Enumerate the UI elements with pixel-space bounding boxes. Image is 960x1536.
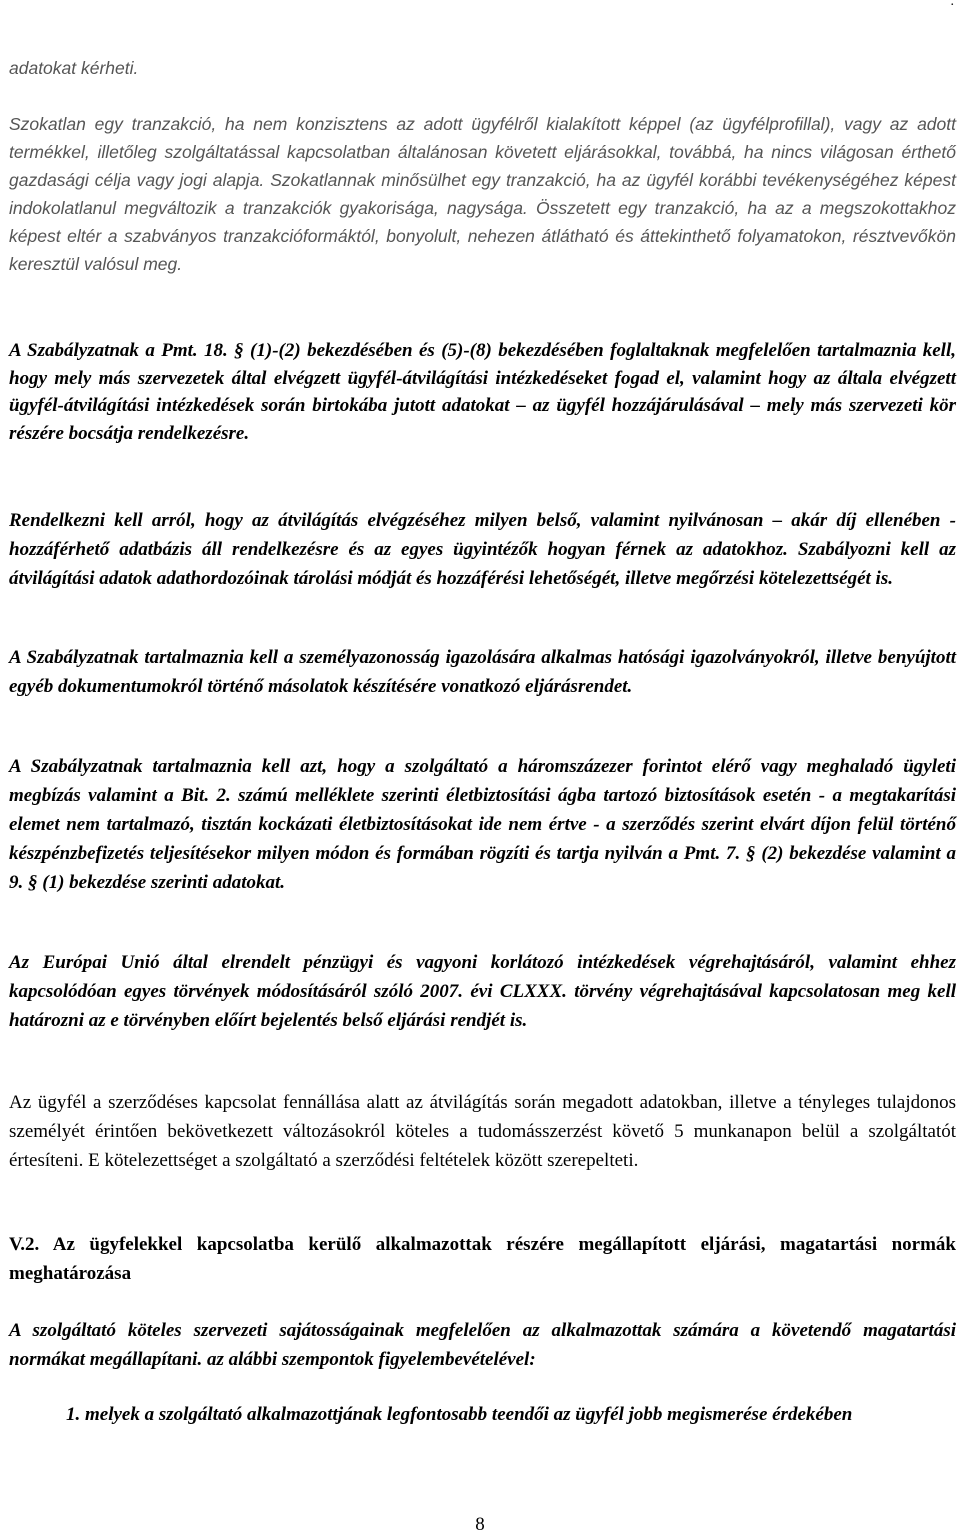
paragraph-eu-sanctions: Az Európai Unió által elrendelt pénzügyi és vagyoni korlátozó intézkedések végrehajtásáról, valamint ehhez kapcsolódóan egyes törvények módosításáról szóló 2007. évi CLXXX. törvény végrehajtásával kapcsolatosan meg kell határozni az e törvényben előírt bejelentés belső eljárási rendjét is. bbox=[9, 952, 956, 1031]
paragraph-client-notification: Az ügyfél a szerződéses kapcsolat fennállása alatt az átvilágítás során megadott adatokban, illetve a tényleges tulajdonos személyét érintően bekövetkezett változásokról köteles a tudomásszerzést követő 5 munkanapon belül a szolgáltatót értesíteni. E kötelezettséget a szolgáltató a szerződési feltételek között szerepelteti. bbox=[9, 1092, 956, 1171]
paragraph-unusual-transaction: Szokatlan egy tranzakció, ha nem konzisztens az adott ügyfélről kialakított képpel (az ügyfélprofillal), vagy az adott termékkel, illetőleg szolgáltatással kapcsolatban általánosan követett eljárásokkal, továbbá, ha nincs világosan érthető gazdasági célja vagy jogi alapja. Szokatlannak minősülhet egy tranzakció, ha az ügyfél korábbi tevékenységéhez képest indokolatlanul megváltozik a tranzakciók gyakorisága, nagysága. Összetett egy tranzakció, ha az a megszokottakhoz képest eltér a szabványos tranzakcióformáktól, bonyolult, nehezen átlátható és áttekinthető folyamatokon, résztvevőkön keresztül valósul meg. bbox=[9, 114, 956, 274]
page-number: 8 bbox=[475, 1514, 485, 1535]
paragraph-continuation: adatokat kérheti. bbox=[9, 58, 139, 78]
section-heading-v2: V.2. Az ügyfelekkel kapcsolatba kerülő alkalmazottak részére megállapított eljárási, magatartási normák meghatározása bbox=[9, 1234, 956, 1284]
paragraph-other-organizations: A Szabályzatnak a Pmt. 18. § (1)-(2) bekezdésében és (5)-(8) bekezdésében foglaltaknak megfelelően tartalmaznia kell, hogy mely más szervezetek által elvégzett ügyfél-átvilágítási intézkedéseket fogad el, valamint hogy az általa elvégzett ügyfél-átvilágítási intézkedések során birtokába jutott adatokat – az ügyfél hozzájárulásával – mely más szervezeti kör részére bocsátja rendelkezésre. bbox=[9, 340, 956, 444]
paragraph-cash-payment: A Szabályzatnak tartalmaznia kell azt, hogy a szolgáltató a háromszázezer forintot elérő vagy meghaladó ügyleti megbízás valamint a Bit. 2. számú melléklete szerinti életbiztosítási ágba tartozó biztosítások esetén - a megtakarítási elemet nem tartalmazó, tisztán kockázati életbiztosításokat ide nem értve - a szerződés szerint elvárt díjon felül történő készpénzbefizetés teljesítésekor milyen módon és formában rögzíti és tartja nyilván a Pmt. 7. § (2) bekezdése valamint a 9. § (1) bekezdése szerinti adatokat. bbox=[9, 756, 956, 893]
paragraph-conduct-norms: A szolgáltató köteles szervezeti sajátosságainak megfelelően az alkalmazottak számára a követendő magatartási normákat megállapítani. az alábbi szempontok figyelembevételével: bbox=[9, 1320, 956, 1370]
paragraph-id-copies: A Szabályzatnak tartalmaznia kell a személyazonosság igazolására alkalmas hatósági igazolványokról, illetve benyújtott egyéb dokumentumokról történő másolatok készítésére vonatkozó eljárásrendet. bbox=[9, 647, 956, 697]
paragraph-database-access: Rendelkezni kell arról, hogy az átvilágítás elvégzéséhez milyen belső, valamint nyilvánosan – akár díj ellenében - hozzáférhető adatbázis áll rendelkezésre és az egyes ügyintézők hogyan férnek az adatokhoz. Szabályozni kell az átvilágítási adatok adathordozóinak tárolási módját és hozzáférési lehetőségét, illetve megőrzési kötelezettségét is. bbox=[9, 510, 956, 589]
list-item: 1. melyek a szolgáltató alkalmazottjának legfontosabb teendői az ügyfél jobb megismerése érdekében bbox=[66, 1404, 853, 1425]
corner-mark: . bbox=[950, 0, 954, 9]
